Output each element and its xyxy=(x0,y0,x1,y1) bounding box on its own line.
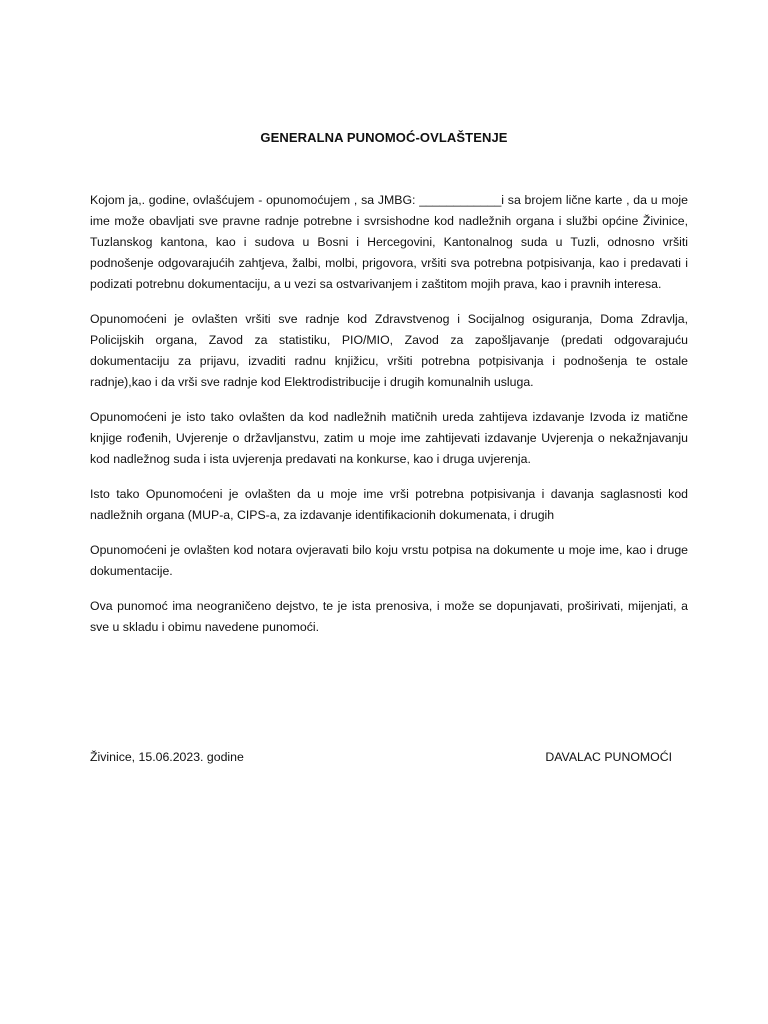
paragraph-validity: Ova punomoć ima neograničeno dejstvo, te je ista prenosiva, i može se dopunjavati, proširivati, mijenjati, a sve u skladu i obimu navedene punomoći. xyxy=(90,599,688,634)
document-footer xyxy=(90,750,672,764)
document-title: GENERALNA PUNOMOĆ-OVLAŠTENJE xyxy=(260,130,508,145)
place-date: Živinice, 15.06.2023. godine xyxy=(90,750,244,764)
document-body xyxy=(90,190,688,652)
paragraph-signatures: Isto tako Opunomoćeni je ovlašten da u moje ime vrši potrebna potpisivanja i davanja saglasnosti kod nadležnih organa (MUP-a, CIPS-a, za izdavanje identifikacionih dokumenata, i drugih xyxy=(90,487,688,522)
paragraph-authorization: Kojom ja,. godine, ovlašćujem - opunomoćujem , sa JMBG: ____________i sa brojem lične karte , da u moje ime može obavljati sve pravne radnje potrebne i svrsishodne kod nadležnih organa i službi općine Živinice, Tuzlanskog kantona, kao i sudova u Bosni i Hercegovini, Kantonalnog suda u Tuzli, odnosno vršiti podnošenje odgovarajućih zahtjeva, žalbi, molbi, prigovora, vršiti sva potrebna potpisivanja, kao i predavati i podizati potrebnu dokumentaciju, a u vezi sa ostvarivanjem i zaštitom mojih prava, kao i pravnih interesa. xyxy=(90,193,688,291)
paragraph-notary: Opunomoćeni je ovlašten kod notara ovjeravati bilo koju vrstu potpisa na dokumente u moje ime, kao i druge dokumentacije. xyxy=(90,543,688,578)
paragraph-registry: Opunomoćeni je isto tako ovlašten da kod nadležnih matičnih ureda zahtijeva izdavanje Izvoda iz matične knjige rođenih, Uvjerenje o državljanstvu, zatim u moje ime zahtijevati izdavanje Uvjerenja o nekažnjavanju kod nadležnog suda i ista uvjerenja predavati na konkurse, kao i druga uvjerenja. xyxy=(90,410,688,466)
paragraph-institutions: Opunomoćeni je ovlašten vršiti sve radnje kod Zdravstvenog i Socijalnog osiguranja, Doma Zdravlja, Policijskih organa, Zavod za statistiku, PIO/MIO, Zavod za zapošljavanje (predati odgovarajuću dokumentaciju za prijavu, izvaditi radnu knjižicu, vršiti potrebna potpisivanja i podnošenja te ostale radnje),kao i da vrši sve radnje kod Elektrodistribucije i drugih komunalnih usluga. xyxy=(90,312,688,389)
signatory-label: DAVALAC PUNOMOĆI xyxy=(545,750,672,764)
